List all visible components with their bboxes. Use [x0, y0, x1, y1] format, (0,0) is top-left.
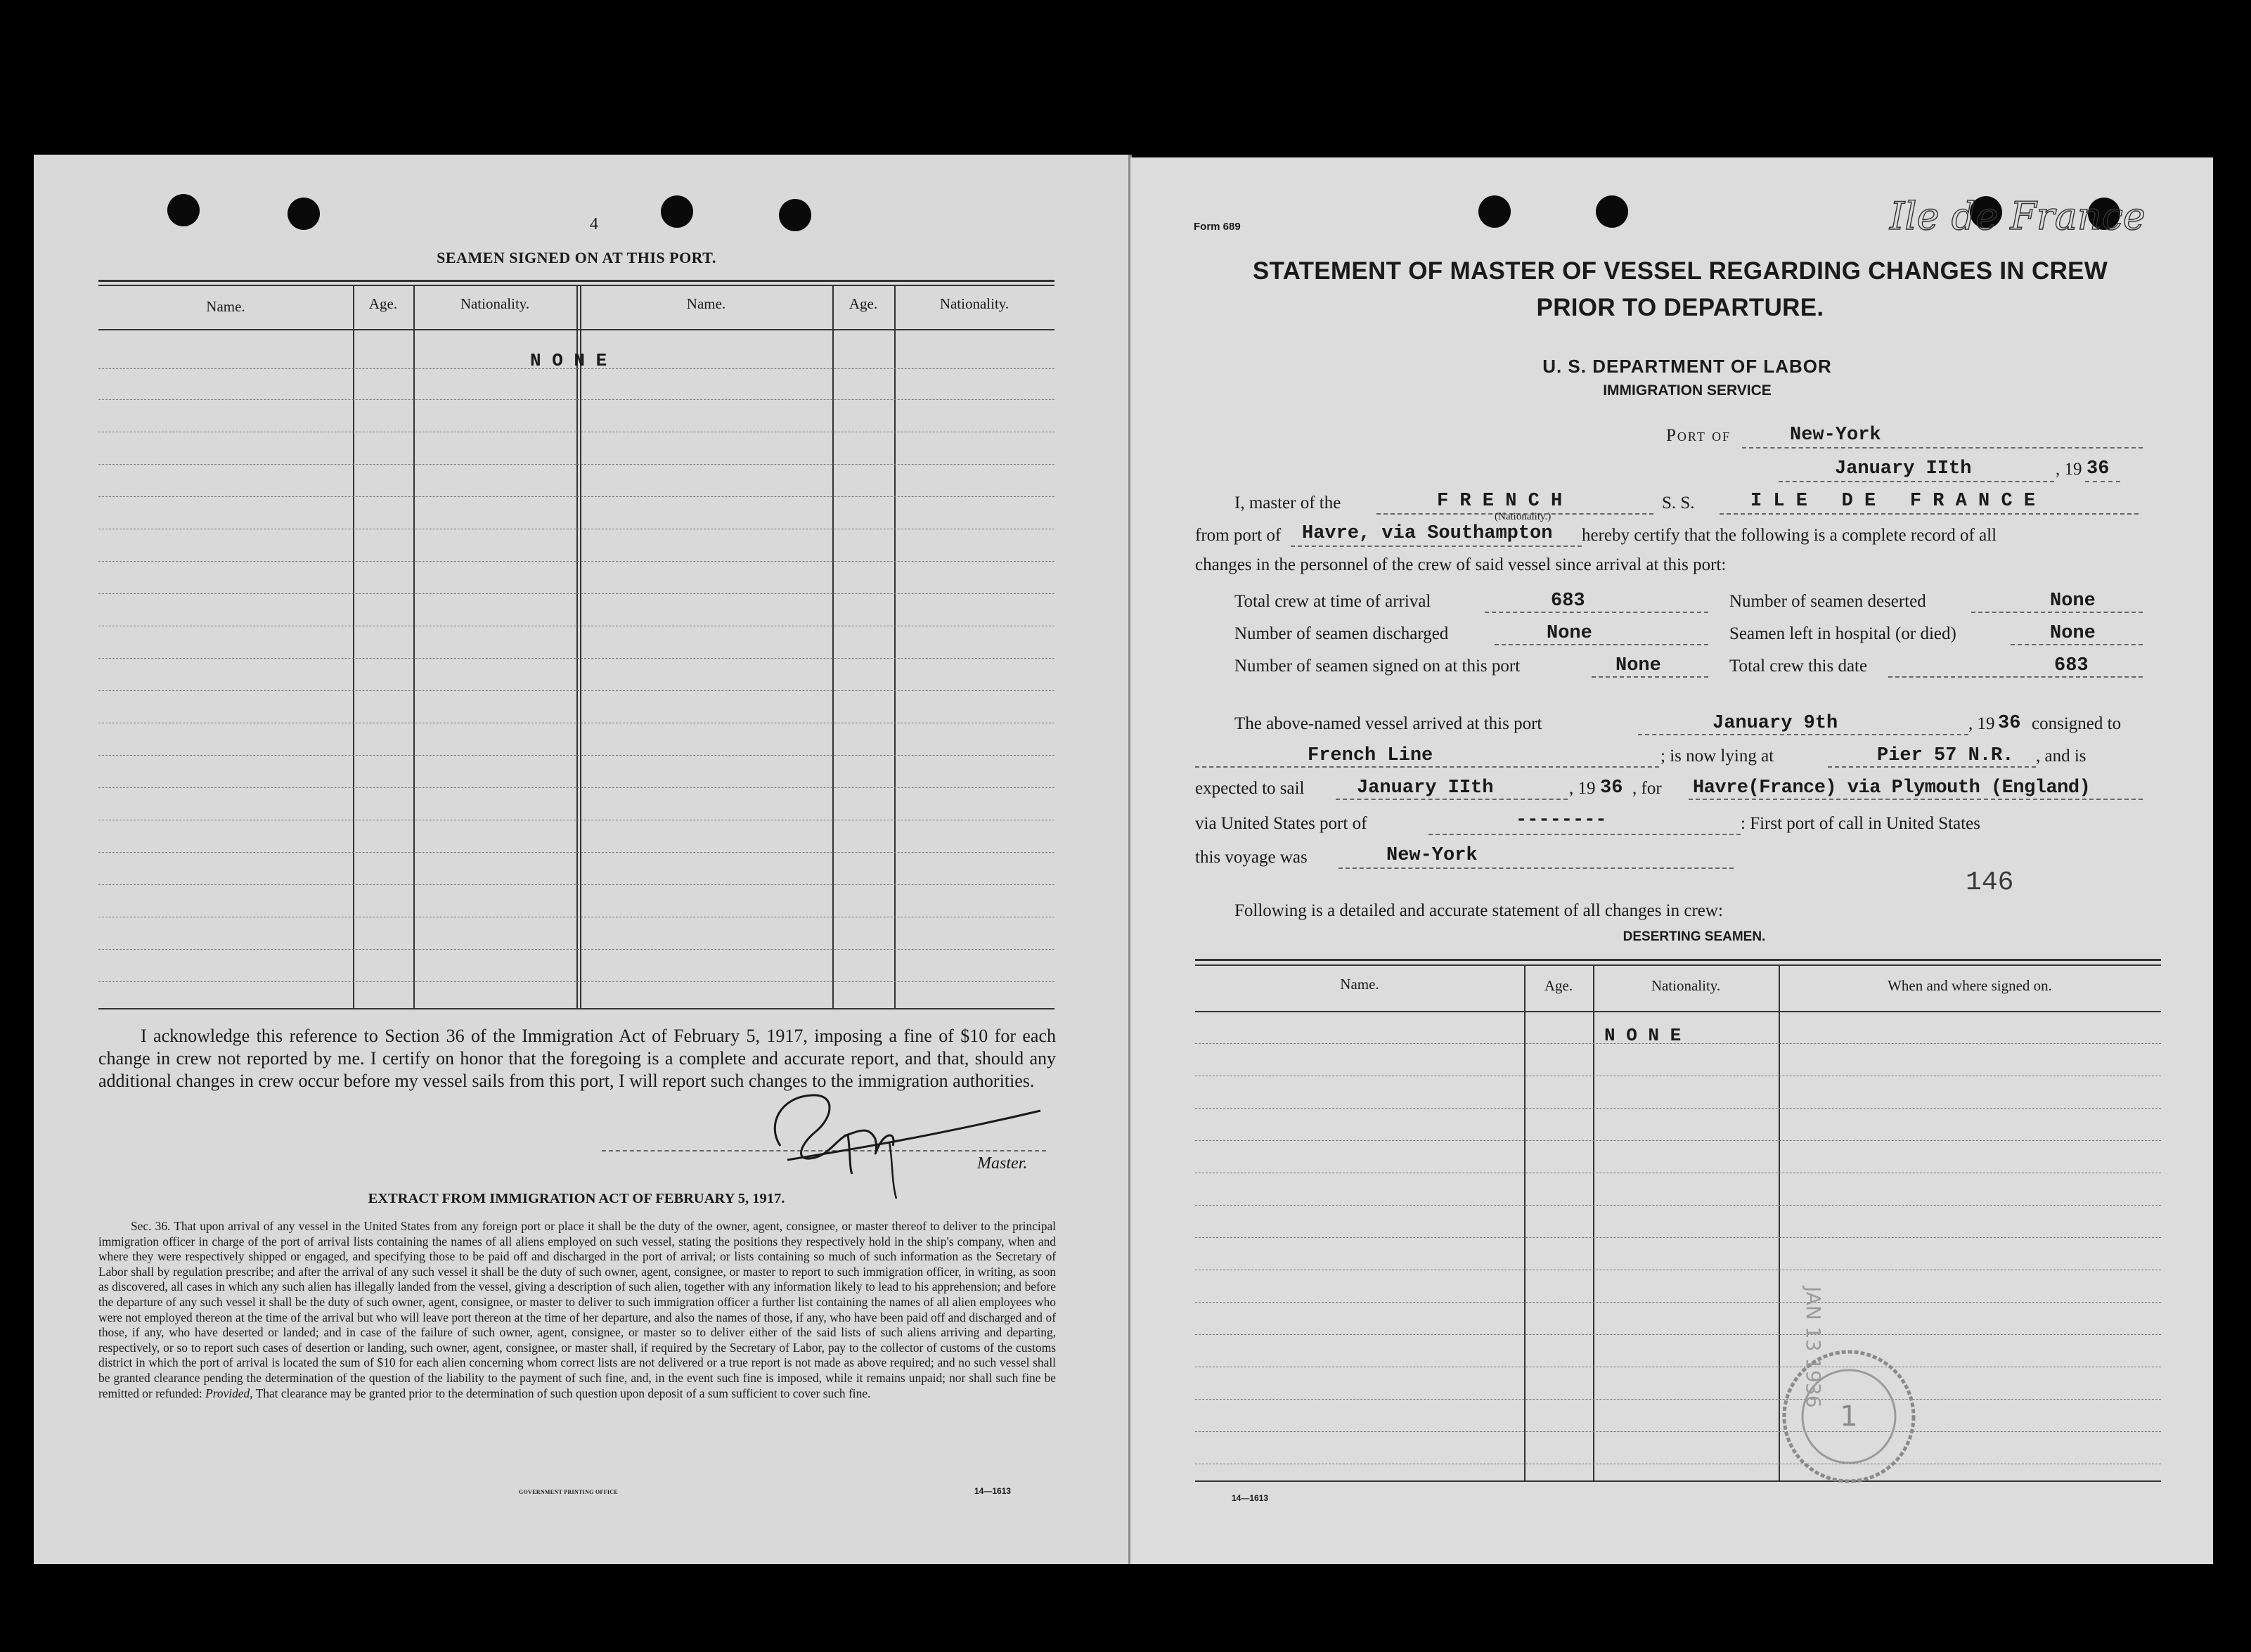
punch-hole: [779, 199, 811, 231]
annotation-number: 146: [1966, 867, 2014, 898]
voyage-label: this voyage was: [1195, 848, 1308, 867]
vessel-value: I L E D E F R A N C E: [1750, 491, 2036, 512]
total-crew-date-value: 683: [2054, 655, 2089, 676]
nationality-value: F R E N C H: [1437, 491, 1563, 512]
svg-text:JAN 13 1936: JAN 13 1936: [1802, 1286, 1825, 1408]
first-port-label: : First port of call in United States: [1741, 814, 1980, 833]
discharged-label: Number of seamen discharged: [1234, 624, 1449, 643]
column-header-age: Age.: [368, 295, 398, 312]
lying-value: Pier 57 N.R.: [1877, 745, 2014, 766]
column-header-age: Age.: [1544, 977, 1573, 994]
deserting-title: DESERTING SEAMEN.: [1623, 929, 1766, 944]
for-label: , for: [1632, 779, 1662, 798]
certify-text: hereby certify that the following is a complete record of all: [1582, 526, 1997, 545]
none-entry: N O N E: [1604, 1025, 1682, 1046]
printing-office: GOVERNMENT PRINTING OFFICE: [519, 1489, 618, 1495]
form-title-line2: PRIOR TO DEPARTURE.: [1536, 294, 1824, 321]
year-prefix: , 19: [2056, 460, 2082, 479]
consignee-value: French Line: [1308, 745, 1433, 766]
arrived-value: January 9th: [1713, 713, 1838, 734]
voyage-value: New-York: [1386, 845, 1478, 866]
expected-year-value: 36: [1600, 777, 1623, 799]
immigration-stamp: [1736, 1265, 1961, 1490]
column-header-age: Age.: [849, 295, 878, 312]
svg-text:1: 1: [1840, 1400, 1858, 1433]
expected-value: January IIth: [1357, 777, 1494, 799]
column-header-nationality: Nationality.: [939, 295, 1010, 312]
extract-body: That upon arrival of any vessel in the United States from any foreign port or place it shall be the duty of the owner, agent, consignee, or master thereof to deliver to the principal immigration officer in charge of the port of arrival lists containing the names of all aliens employed on such vessel, stating the positions they respectively hold in the ship's company, when and where they were respectively shipped or engaged, and specifying those to be paid off and discharged in the port of arrival; or lists containing so much of such information as the Secretary of Labor shall by regulation prescribe; and after the arrival of any such vessel it shall be the duty of such owner, agent, consignee, or master to report to such immigration officer, in writing, as soon as discovered, all cases in which any such alien has illegally landed from the vessel, giving a description of such alien, together with any information likely to lead to his apprehension; and before the departure of any such vessel it shall be the duty of such owner, agent, consignee, or master to deliver to such immigration officer a further list containing the names of all alien employees who were not employed thereon at the time of the arrival but who will leave port thereon at the time of her departure, and also the names of those, if any, who have been paid off and discharged and of those, if any, who have deserted or landed; and in case of the failure of such owner, agent, consignee, or master so to deliver either of the said lists of such aliens arriving and departing, respectively, or so to report such cases of desertion or landing, such owner, agent, consignee, or master shall, if required by the Secretary of Labor, pay to the collector of customs of the customs district in which the port of arrival is located the sum of $10 for each alien concerning whom correct lists are not delivered or a true report is not made as above required; and no such vessel shall be granted clearance pending the determination of the question of the liability to the payment of such fine, and, in the event such fine is imposed, while it remains unpaid; nor shall such fine be remitted or refunded:: [98, 1219, 1056, 1400]
via-value: --------: [1516, 810, 1607, 831]
and-is-label: , and is: [2036, 747, 2086, 766]
deserted-label: Number of seamen deserted: [1729, 592, 1926, 611]
page-number: 4: [590, 215, 598, 233]
form-title-line1: STATEMENT OF MASTER OF VESSEL REGARDING CHANGES IN CREW: [1252, 257, 2108, 285]
acknowledgement-text: I acknowledge this reference to Section 36 of the Immigration Act of February 5, 1917, imposing a fine of $10 for each change in crew not reported by me. I certify on honor that the foregoing is a complete and accurate report, and that, should any additional changes in crew occur before my vessel sails from this port, I will report such changes to the immigration authorities.: [98, 1026, 1056, 1091]
extract-end: That clearance may be granted prior to the determination of such question upon deposit of a sum sufficient to cover such fine.: [255, 1386, 871, 1400]
certify-text2: changes in the personnel of the crew of said vessel since arrival at this port:: [1195, 555, 1727, 574]
signed-on-label: Number of seamen signed on at this port: [1234, 657, 1521, 676]
none-entry: N O N E: [530, 350, 607, 371]
via-label: via United States port of: [1195, 814, 1367, 833]
destination-value: Havre(France) via Plymouth (England): [1693, 777, 2091, 799]
total-crew-arrival-label: Total crew at time of arrival: [1234, 592, 1431, 611]
column-header-name: Name.: [206, 298, 245, 315]
lying-label: ; is now lying at: [1660, 747, 1774, 766]
handwritten-note: [1884, 190, 2172, 246]
arrived-year-prefix: , 19: [1968, 714, 1995, 733]
department: U. S. DEPARTMENT OF LABOR: [1542, 356, 1832, 377]
extract-title: EXTRACT FROM IMMIGRATION ACT OF FEBRUARY 5, 1917.: [368, 1191, 785, 1206]
signed-on-value: None: [1615, 655, 1661, 676]
port-label: Port of: [1666, 426, 1731, 445]
extract-section-label: Sec. 36.: [131, 1219, 171, 1233]
master-of-the-label: I, master of the: [1234, 493, 1341, 512]
extract-provided: Provided,: [205, 1386, 253, 1400]
service: IMMIGRATION SERVICE: [1603, 382, 1772, 399]
from-port-label: from port of: [1195, 526, 1282, 545]
column-header-name: Name.: [1340, 976, 1379, 993]
expected-year-prefix: , 19: [1569, 779, 1596, 798]
punch-hole: [1478, 195, 1511, 228]
form-number: Form 689: [1194, 221, 1241, 233]
year-value: 36: [2086, 458, 2110, 479]
arrived-label: The above-named vessel arrived at this port: [1234, 714, 1542, 733]
hospital-label: Seamen left in hospital (or died): [1729, 624, 1956, 643]
expected-label: expected to sail: [1195, 779, 1305, 798]
column-header-nationality: Nationality.: [1651, 977, 1721, 994]
punch-hole: [288, 198, 320, 230]
deserted-value: None: [2050, 591, 2096, 612]
nationality-caption: (Nationality.): [1495, 511, 1552, 522]
section-title: SEAMEN SIGNED ON AT THIS PORT.: [437, 249, 716, 266]
form-title: [1195, 253, 2165, 326]
punch-hole: [661, 195, 693, 228]
form-code-right: 14—1613: [1232, 1493, 1269, 1503]
total-crew-arrival-value: 683: [1551, 591, 1585, 612]
master-signature: [745, 1076, 1054, 1202]
port-value: New-York: [1790, 425, 1881, 446]
svg-text:Ile de France: Ile de France: [1890, 194, 2146, 238]
column-header-nationality: Nationality.: [460, 295, 530, 312]
column-header-name: Name.: [686, 295, 726, 312]
form-code-left: 14—1613: [974, 1486, 1012, 1496]
master-label: Master.: [977, 1154, 1028, 1173]
punch-hole: [1596, 195, 1628, 228]
from-port-value: Havre, via Southampton: [1302, 523, 1553, 544]
ss-label: S. S.: [1662, 493, 1695, 512]
column-header-signed-on: When and where signed on.: [1888, 977, 2052, 994]
following-text: Following is a detailed and accurate statement of all changes in crew:: [1234, 901, 1723, 920]
hospital-value: None: [2050, 623, 2096, 644]
discharged-value: None: [1547, 623, 1592, 644]
date-value: January IIth: [1835, 458, 1972, 479]
extract-text: [98, 1219, 1056, 1401]
arrived-year-value: 36: [1998, 713, 2021, 734]
consigned-label: consigned to: [2032, 714, 2122, 733]
punch-hole: [167, 194, 200, 226]
total-crew-date-label: Total crew this date: [1729, 657, 1868, 676]
